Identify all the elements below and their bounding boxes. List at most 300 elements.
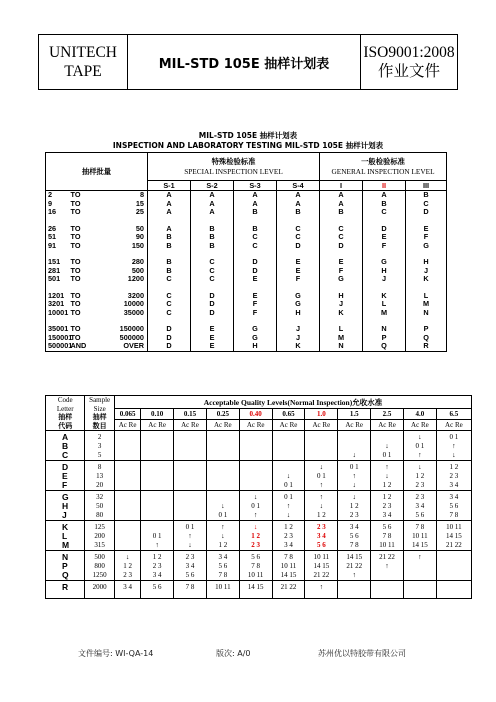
acre-value: 2 3 — [349, 510, 359, 519]
acre-value: 5 6 — [185, 570, 195, 579]
acre-cell — [338, 521, 371, 551]
acre-value: ↑ — [286, 501, 291, 510]
code-letter: N — [363, 325, 406, 334]
code-letter: B — [148, 233, 191, 242]
lot-max: 150 — [105, 242, 148, 251]
acre-value: ↑ — [319, 480, 324, 489]
code-letter: D — [320, 242, 363, 251]
code-letter: K — [320, 309, 363, 318]
code-letter: B — [148, 242, 191, 251]
acre-cell — [338, 551, 371, 581]
code-letter: M — [62, 539, 70, 550]
lot-min: 9 — [46, 200, 69, 209]
acre-value — [437, 553, 471, 562]
acre-cell — [305, 431, 338, 461]
acre-cell — [305, 491, 338, 521]
sample-size: 1250 — [92, 570, 107, 579]
code-letter: M — [406, 300, 447, 309]
acre-value: 10 11 — [379, 540, 395, 549]
lot-max: 90 — [105, 233, 148, 242]
acre-cell — [272, 491, 305, 521]
lot-max: 15 — [105, 200, 148, 209]
acre-cell — [436, 491, 471, 521]
acre-value — [141, 523, 173, 532]
sample-sizes — [85, 431, 115, 461]
aql-value: 0.15 — [174, 409, 207, 420]
code-letter: A — [62, 432, 69, 443]
acre-value: 14 15 — [313, 561, 330, 570]
lot-row — [46, 242, 447, 251]
acre-value: ↑ — [418, 450, 422, 459]
code-group-row — [46, 521, 472, 551]
acre-value: 0 1 — [284, 480, 293, 489]
lot-max: 1200 — [105, 275, 148, 284]
acre-label: Ac Re — [305, 420, 338, 431]
code-letter: C — [191, 275, 234, 284]
acre-value: 0 1 — [415, 441, 425, 450]
code-letter: C — [191, 258, 234, 267]
code-letter: E — [320, 258, 363, 267]
size-h3: 抽样 — [92, 413, 107, 422]
code-letters — [46, 581, 85, 599]
acre-value: ↓ — [352, 450, 356, 459]
company-name — [39, 35, 128, 90]
code-letter: G — [277, 300, 320, 309]
code-group-row — [46, 551, 472, 581]
acre-value: 0 1 — [349, 463, 359, 472]
acre-cell — [141, 491, 174, 521]
acre-label: Ac Re — [174, 420, 207, 431]
sample-size: 315 — [94, 540, 105, 549]
code-group-row — [46, 581, 472, 599]
code-letter: H — [62, 500, 69, 511]
lot-min: 26 — [46, 225, 69, 234]
acre-label: Ac Re — [141, 420, 174, 431]
acre-value: 3 4 — [123, 583, 132, 592]
acre-value: 3 4 — [449, 480, 459, 489]
code-group-row — [46, 491, 472, 521]
code-letter: K — [277, 342, 320, 351]
code-letter: E — [191, 342, 234, 351]
acre-value: ↓ — [125, 553, 130, 562]
code-letters — [46, 491, 85, 521]
acre-value: ↓ — [385, 471, 389, 480]
acre-value — [207, 493, 239, 502]
acre-cell — [114, 461, 140, 491]
acre-value: 3 4 — [316, 531, 326, 540]
acre-cell — [371, 521, 404, 551]
code-letter: B — [191, 225, 234, 234]
acre-value: ↓ — [286, 510, 291, 519]
code-letter: B — [320, 208, 363, 217]
acre-cell — [239, 581, 272, 599]
lot-sep: TO — [70, 307, 81, 317]
acre-cell — [338, 491, 371, 521]
sample-size: 2 — [97, 433, 102, 442]
acre-value: ↑ — [418, 553, 422, 562]
acre-value: 3 4 — [185, 561, 195, 570]
code-letter: D — [277, 242, 320, 251]
acre-value: 2 3 — [284, 531, 293, 540]
code-letter: R — [406, 342, 447, 351]
code-letter: F — [234, 300, 277, 309]
acre-value — [437, 571, 471, 580]
acre-value: 2 3 — [316, 523, 326, 532]
acre-value: 1 2 — [349, 501, 359, 510]
acre-cell — [403, 491, 436, 521]
acre-label: Ac Re — [403, 420, 436, 431]
code-letter: E — [363, 233, 406, 242]
size-h1: Sample — [89, 396, 111, 404]
code-letter: E — [277, 258, 320, 267]
acre-value: 14 15 — [412, 540, 428, 549]
level-ii: II — [363, 181, 406, 191]
code-letter: B — [62, 440, 69, 451]
code-letter: C — [191, 267, 234, 276]
acre-value: 0 1 — [152, 531, 162, 540]
sample-size: 125 — [94, 523, 105, 532]
acre-value: 10 11 — [280, 561, 297, 570]
acre-value: ↑ — [319, 493, 324, 502]
code-letter: A — [148, 225, 191, 234]
lot-min: 3201 — [46, 300, 69, 309]
code-h3: 抽样 — [58, 413, 73, 422]
code-letter: J — [320, 300, 363, 309]
acre-cell — [305, 461, 338, 491]
code-letter: E — [191, 325, 234, 334]
code-letter: E — [191, 334, 234, 343]
code-letter: B — [191, 242, 234, 251]
acre-value: ↑ — [221, 523, 225, 532]
lot-max: 150000 — [105, 325, 148, 334]
code-letter: D — [406, 208, 447, 217]
code-letter: E — [234, 275, 277, 284]
code-letter: H — [320, 292, 363, 301]
acre-value: 1 2 — [284, 523, 293, 532]
code-letter: D — [191, 309, 234, 318]
acre-value — [273, 463, 305, 472]
lot-sep: TO — [70, 223, 81, 233]
aql-value: 6.5 — [436, 409, 471, 420]
acre-cell — [272, 521, 305, 551]
acre-value: ↑ — [319, 583, 324, 592]
lot-row — [46, 208, 447, 217]
code-letter: C — [148, 309, 191, 318]
acre-cell — [206, 521, 239, 551]
lot-sep: TO — [70, 257, 81, 266]
acre-cell — [403, 581, 436, 599]
aql-value: 0.40 — [239, 409, 272, 420]
lot-sep: TO — [70, 232, 81, 241]
acre-cell — [206, 581, 239, 599]
acre-value — [437, 583, 471, 592]
code-letter: D — [234, 258, 277, 267]
code-letter: L — [62, 530, 68, 541]
acre-value: 1 2 — [449, 463, 459, 472]
sample-size: 5 — [97, 450, 102, 459]
code-letter: N — [320, 342, 363, 351]
acre-label: Ac Re — [206, 420, 239, 431]
code-letter: C — [320, 233, 363, 242]
acre-value: 2 3 — [152, 561, 162, 570]
acre-value: 1 2 — [316, 510, 326, 519]
acre-value: ↑ — [155, 540, 159, 549]
footer-version: 版次: A/0 — [216, 649, 251, 658]
iso-cell — [361, 35, 458, 90]
code-group-row — [46, 431, 472, 461]
acre-value: ↓ — [286, 471, 291, 480]
special-level-header — [148, 153, 320, 181]
acre-value — [404, 562, 436, 571]
sample-size: 32 — [96, 493, 104, 502]
acre-value: ↓ — [352, 493, 356, 502]
acre-cell — [174, 551, 207, 581]
sample-sizes — [85, 581, 115, 599]
lot-row — [46, 233, 447, 242]
acre-value: 5 6 — [251, 553, 261, 562]
code-letter: H — [406, 258, 447, 267]
lot-min: 91 — [46, 242, 69, 251]
sample-sizes — [85, 461, 115, 491]
aql-value: 0.10 — [141, 409, 174, 420]
code-letter: H — [234, 342, 277, 351]
acre-value: 5 6 — [415, 510, 425, 519]
acre-value: ↓ — [418, 433, 422, 442]
lot-min: 2 — [46, 191, 69, 200]
code-letter: A — [363, 191, 406, 200]
lot-min: 16 — [46, 208, 69, 217]
level-iii: III — [406, 181, 447, 191]
acre-cell — [272, 461, 305, 491]
lot-sep: TO — [70, 332, 81, 342]
code-letter: C — [234, 233, 277, 242]
code-letter: P — [406, 325, 447, 334]
aql-value: 0.065 — [114, 409, 140, 420]
code-letter: B — [406, 191, 447, 200]
code-letter: D — [148, 342, 191, 351]
sample-size: 500 — [94, 553, 105, 562]
code-h1: Code — [57, 396, 73, 404]
lot-max: 10000 — [105, 300, 148, 309]
acre-cell — [436, 431, 471, 461]
code-letter: A — [234, 200, 277, 209]
code-letter: D — [363, 225, 406, 234]
acre-value: 3 4 — [218, 553, 228, 562]
level-s4: S-4 — [277, 181, 320, 191]
size-h2: Size — [93, 404, 106, 413]
lot-max: 50 — [105, 225, 148, 234]
acre-value: 10 11 — [215, 583, 231, 592]
lot-min: 1201 — [46, 292, 69, 301]
acre-value: ↑ — [385, 463, 389, 472]
special-level-cn: 特殊检验标准 — [211, 157, 256, 166]
lot-min: 501 — [46, 275, 69, 284]
acre-cell — [206, 491, 239, 521]
lot-max: 500 — [105, 267, 148, 276]
acre-value: 1 2 — [382, 493, 392, 502]
acre-cell — [141, 551, 174, 581]
code-letter: L — [406, 292, 447, 301]
acre-value: 0 1 — [382, 450, 392, 459]
code-letter: G — [363, 258, 406, 267]
lot-min: 500001 — [46, 342, 69, 351]
acre-value: ↓ — [319, 463, 324, 472]
acre-value: 1 2 — [218, 540, 228, 549]
acre-cell — [436, 551, 471, 581]
acre-cell — [338, 461, 371, 491]
level-i: I — [320, 181, 363, 191]
code-letter: D — [148, 334, 191, 343]
code-letter: J — [363, 275, 406, 284]
acre-cell — [206, 551, 239, 581]
acre-cell — [436, 581, 471, 599]
acre-value — [371, 571, 403, 580]
code-letter: Q — [363, 342, 406, 351]
sample-sizes — [85, 491, 115, 521]
acre-value: ↑ — [352, 570, 356, 579]
code-letter: R — [62, 582, 69, 593]
code-letter: F — [406, 233, 447, 242]
acre-label: Ac Re — [114, 420, 140, 431]
acre-value: 14 15 — [346, 553, 363, 562]
aql-value: 0.65 — [272, 409, 305, 420]
lot-min: 35001 — [46, 325, 69, 334]
acre-cell — [338, 581, 371, 599]
acre-cell — [272, 431, 305, 461]
lot-max: 35000 — [105, 309, 148, 318]
table-title-cn: MIL-STD 105E 抽样计划表 — [198, 131, 298, 140]
aql-value: 2.5 — [371, 409, 404, 420]
acre-value: 10 11 — [412, 531, 428, 540]
code-letter: J — [277, 325, 320, 334]
acre-value: 14 15 — [247, 583, 264, 592]
acre-value: ↑ — [188, 531, 192, 540]
sample-size: 3 — [97, 441, 102, 450]
acre-cell — [206, 431, 239, 461]
code-letter: F — [234, 309, 277, 318]
acre-value: 14 15 — [446, 531, 462, 540]
acre-value: ↓ — [188, 540, 192, 549]
acre-value: 7 8 — [218, 570, 228, 579]
code-letter: D — [148, 325, 191, 334]
lot-max: 280 — [105, 258, 148, 267]
acre-value — [404, 571, 436, 580]
aql-value: 1.5 — [338, 409, 371, 420]
acre-value: ↑ — [385, 561, 389, 570]
acre-label: Ac Re — [239, 420, 272, 431]
acre-value: 2 3 — [449, 471, 459, 480]
code-letter: A — [191, 191, 234, 200]
code-letter: B — [277, 208, 320, 217]
code-letter: L — [363, 300, 406, 309]
acre-value: 7 8 — [284, 553, 293, 562]
code-letter: A — [277, 191, 320, 200]
lot-size-header: 抽样批量 — [46, 153, 148, 191]
acre-value: 21 22 — [379, 553, 395, 562]
acre-value: 1 2 — [123, 561, 132, 570]
acre-cell — [174, 431, 207, 461]
code-letter: H — [277, 309, 320, 318]
acre-cell — [403, 551, 436, 581]
code-letter: G — [62, 492, 69, 503]
acre-cell — [141, 431, 174, 461]
table-title-en: INSPECTION AND LABORATORY TESTING MIL-STD 105E 抽样计划表 — [112, 141, 384, 150]
code-letter: P — [62, 560, 68, 571]
code-letters — [46, 521, 85, 551]
sample-size: 20 — [96, 480, 104, 489]
acre-value: ↑ — [253, 510, 258, 519]
acre-cell — [371, 431, 404, 461]
code-letter: A — [277, 200, 320, 209]
acre-cell — [114, 431, 140, 461]
code-letter: F — [363, 242, 406, 251]
lot-min: 151 — [46, 258, 69, 267]
acre-cell — [305, 581, 338, 599]
acre-cell — [436, 521, 471, 551]
acre-cell — [305, 551, 338, 581]
aql-value: 4.0 — [403, 409, 436, 420]
acre-value — [338, 442, 370, 451]
acre-value — [371, 583, 403, 592]
acre-cell — [239, 461, 272, 491]
lot-min: 51 — [46, 233, 69, 242]
lot-sep: TO — [70, 190, 81, 199]
code-h2: Letter — [56, 404, 74, 413]
acre-value: 7 8 — [449, 510, 459, 519]
acre-value: 3 4 — [382, 510, 392, 519]
code-letter: K — [363, 292, 406, 301]
sample-size: 80 — [96, 510, 104, 519]
general-level-cn: 一般检验标准 — [361, 157, 405, 166]
aql-table — [45, 395, 472, 599]
acre-value: 3 4 — [349, 523, 359, 532]
acre-value — [371, 433, 403, 442]
code-letter: M — [320, 334, 363, 343]
acre-cell — [272, 551, 305, 581]
general-level-en: GENERAL INSPECTION LEVEL — [331, 167, 435, 176]
acre-value: ↓ — [221, 531, 225, 540]
code-letter: C — [320, 225, 363, 234]
code-letter: J — [406, 267, 447, 276]
code-letter: F — [320, 267, 363, 276]
acre-value: 3 4 — [449, 493, 459, 502]
lot-max: OVER — [105, 342, 148, 351]
code-letter: A — [148, 191, 191, 200]
acre-value: 21 22 — [446, 540, 462, 549]
acre-cell — [239, 431, 272, 461]
sample-size-code-table — [45, 152, 447, 352]
acre-value: 0 1 — [316, 471, 326, 480]
acre-cell — [141, 521, 174, 551]
acre-cell — [174, 521, 207, 551]
code-letter: J — [62, 509, 67, 520]
code-letter: A — [148, 200, 191, 209]
acre-value: 7 8 — [415, 523, 425, 532]
code-letter: F — [62, 479, 68, 490]
code-letter: D — [62, 462, 69, 473]
aql-title: Acceptable Quality Levels(Normal Inspection)允收水准 — [114, 396, 471, 409]
acre-cell — [114, 551, 140, 581]
footer-company: 苏州优以特胶带有限公司 — [318, 649, 406, 658]
acre-value: 10 11 — [247, 570, 264, 579]
sample-size: 2000 — [92, 583, 107, 592]
acre-value: 0 1 — [284, 493, 293, 502]
acre-value: 7 8 — [382, 531, 392, 540]
lot-sep: TO — [70, 299, 81, 308]
acre-value: 21 22 — [346, 561, 363, 570]
iso-standard: ISO9001:2008 — [363, 44, 455, 61]
lot-sep: TO — [70, 274, 81, 283]
